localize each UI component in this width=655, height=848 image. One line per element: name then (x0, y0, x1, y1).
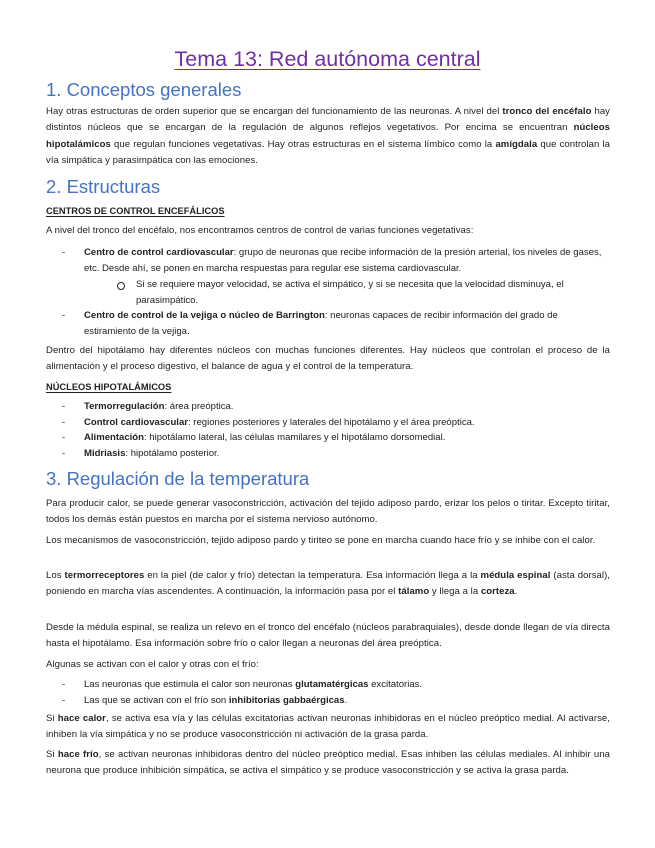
list-item-cardiovascular: Centro de control cardiovascular: grupo de neuronas que recibe información de la presión arterial, los niveles de gases, etc. Desde ahí, se ponen en marcha respuestas para regular ese sistema cardiovascular. (84, 247, 602, 274)
paragraph-conceptos: Hay otras estructuras de orden superior que se encargan del funcionamiento de las neuronas. A nivel del tronco del encéfalo hay distintos núcleos que se encargan de la regulación de algunos reflejos vegetativos. Por encima se encuentran núcleos hipotalámicos que regulan funciones vegetativas. Hay otras estructuras en el sistema límbico como la amígdala que controlan la vía simpática y parasimpática con las emociones. (46, 106, 611, 167)
page-title: Tema 13: Red autónoma central (174, 47, 481, 71)
list-dash: - (62, 417, 66, 428)
section-heading-estructuras: 2. Estructuras (46, 176, 161, 197)
list-dash: - (62, 448, 66, 459)
paragraph-hipotalamo: Dentro del hipotálamo hay diferentes núcleos con muchas funciones diferentes. Hay núcleos que controlan el proceso de la alimentación y el proceso digestivo, el balance de agua y el control de la temperatura. (46, 345, 610, 373)
subheading-centros-control: CENTROS DE CONTROL ENCEFÁLICOS (46, 206, 225, 216)
paragraph-producir-calor: Para producir calor, se puede generar vasoconstricción, activación del tejido adiposo pardo, erizar los pelos o tiritar. Excepto tiritar, todos los demás están puestos en marcha por el sistema nervioso autónomo. (46, 498, 610, 526)
list-item-control-cardiovascular: Control cardiovascular: regiones posteriores y laterales del hipotálamo y el área preóptica. (84, 417, 475, 428)
paragraph-hace-calor: Si hace calor, se activa esa vía y las células excitatorias activan neuronas inhibidoras en el núcleo preóptico medial. Al activarse, inhiben la vía simpática y no se produce vasoconstricción ni activación de la grasa parda. (46, 713, 610, 741)
section-heading-temperatura: 3. Regulación de la temperatura (46, 468, 310, 489)
paragraph-activacion: Algunas se activan con el calor y otras con el frío: (46, 659, 259, 670)
paragraph-tronco: A nivel del tronco del encéfalo, nos encontramos centros de control de varias funciones vegetativas: (46, 225, 474, 236)
list-item-alimentacion: Alimentación: hipotálamo lateral, las células mamilares y el hipotálamo dorsomedial. (84, 432, 446, 443)
paragraph-hace-frio: Si hace frío, se activan neuronas inhibidoras dentro del núcleo preóptico medial. Esas inhiben las células mediales. Al inhibir una neurona que produce inhibición simpática, se activa el simpático y se produce vasoconstricción y se activa la grasa parda. (46, 749, 611, 777)
list-item-frio-neuronas: Las que se activan con el frío son inhibitorias gabbaérgicas. (84, 695, 348, 706)
list-item-midriasis: Midriasis: hipotálamo posterior. (84, 448, 220, 459)
list-dash: - (62, 695, 66, 706)
list-dash: - (62, 432, 66, 443)
list-dash: - (62, 401, 66, 412)
list-item-calor-neuronas: Las neuronas que estimula el calor son neuronas glutamatérgicas excitatorias. (84, 679, 423, 690)
paragraph-mecanismos: Los mecanismos de vasoconstricción, tejido adiposo pardo y tiriteo se pone en marcha cuando hace frío y se inhibe con el calor. (46, 535, 596, 546)
list-dash: - (62, 310, 66, 321)
circle-bullet-icon (117, 282, 125, 290)
section-heading-conceptos: 1. Conceptos generales (46, 79, 242, 100)
paragraph-medula-espinal: Desde la médula espinal, se realiza un relevo en el tronco del encéfalo (núcleos parabraquiales), desde donde llegan de vía directa hasta el hipotálamo. Esa información sobre frío o calor llegan a neuronas del área preóptica. (46, 622, 610, 650)
list-dash: - (62, 247, 66, 258)
list-item-termorregulacion: Termorregulación: área preóptica. (84, 401, 234, 412)
list-dash: - (62, 679, 66, 690)
sublist-item-velocidad: Si se requiere mayor velocidad, se activa el simpático, y si se necesita que la velocidad disminuya, el parasimpático. (136, 279, 564, 306)
subheading-nucleos-hipotalamicos: NÚCLEOS HIPOTALÁMICOS (46, 382, 172, 392)
list-item-vejiga: Centro de control de la vejiga o núcleo de Barrington: neuronas capaces de recibir información del grado de estiramiento de la vejiga. (84, 310, 558, 337)
paragraph-termorreceptores: Los termorreceptores en la piel (de calor y frío) detectan la temperatura. Esa información llega a la médula espinal (asta dorsal), poniendo en marcha vías ascendentes. A continuación, la información pasa por el tálamo y llega a la corteza. (46, 570, 610, 598)
